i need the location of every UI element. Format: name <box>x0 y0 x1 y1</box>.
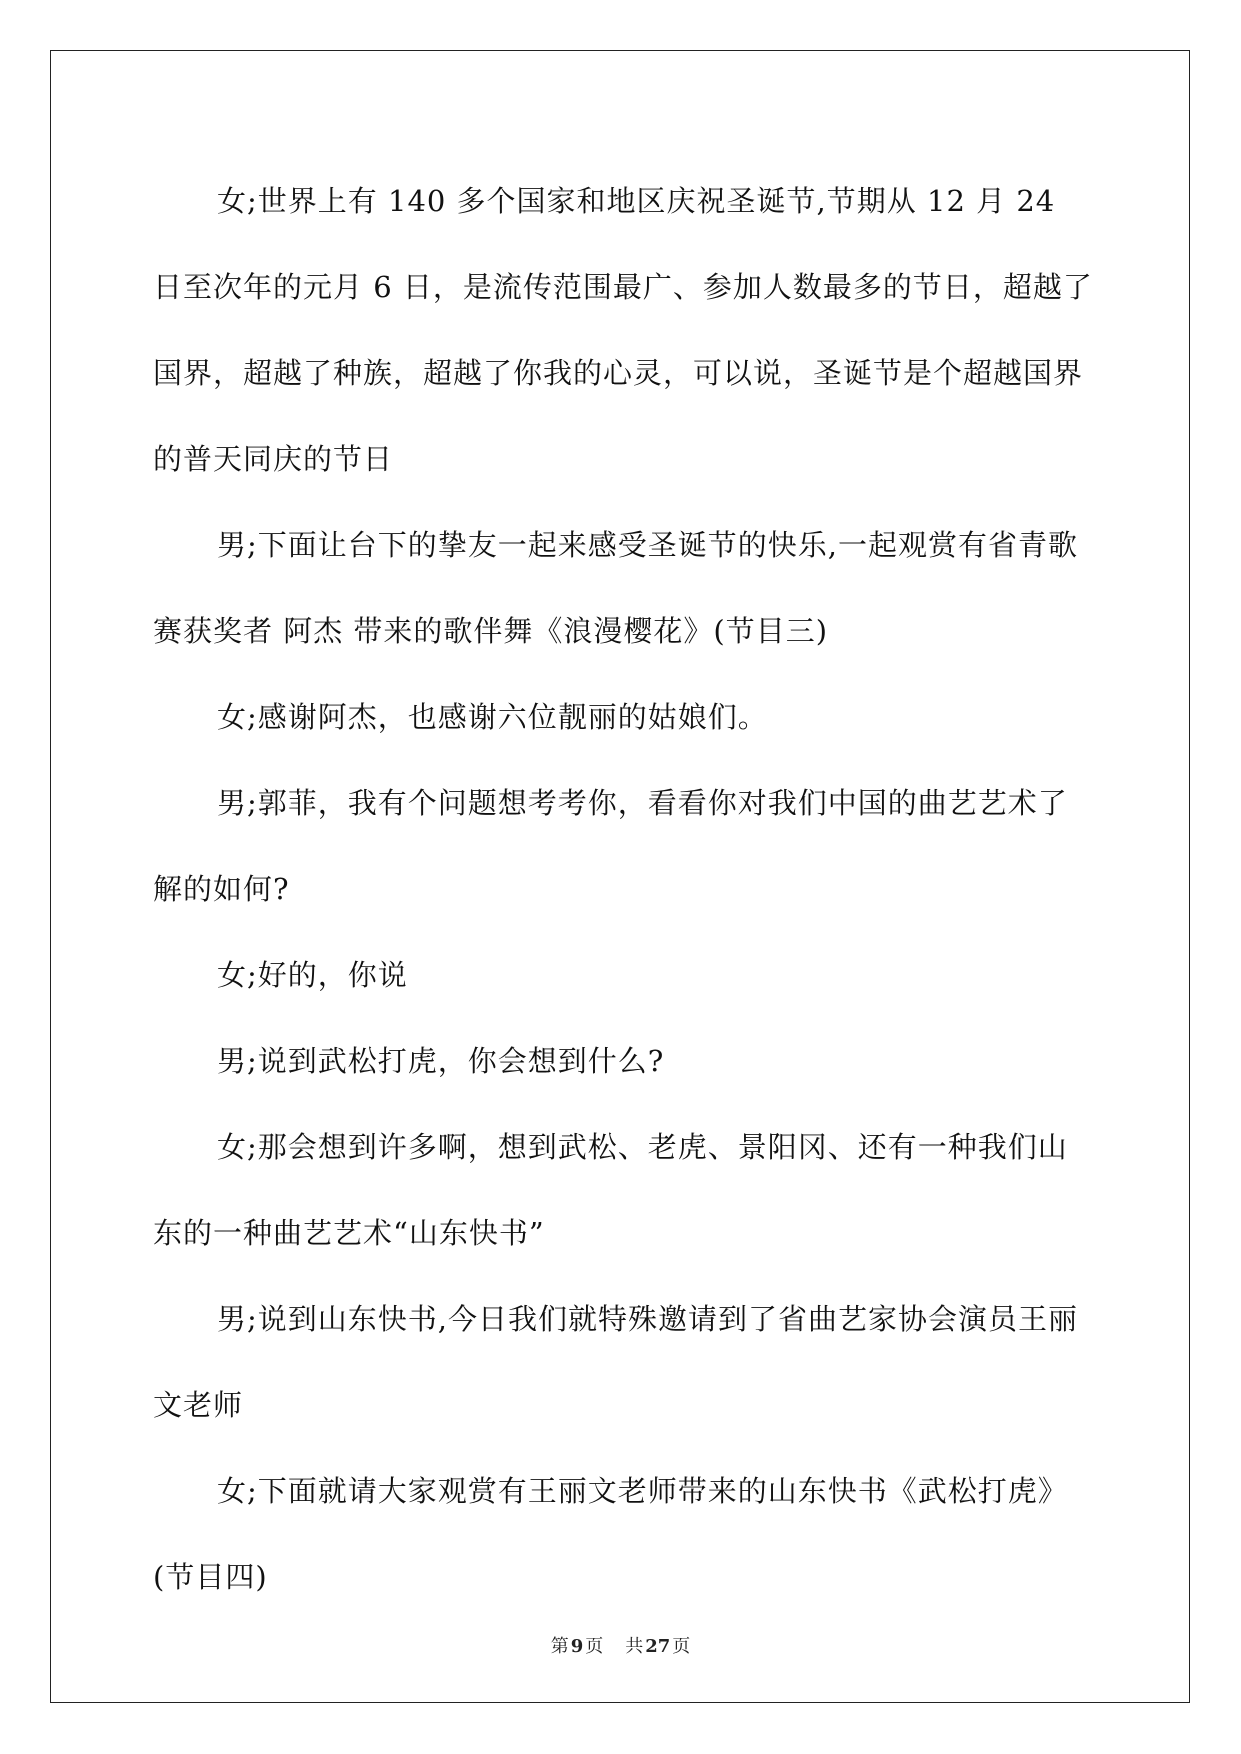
document-body <box>153 158 1093 1620</box>
footer-prefix: 第 <box>550 1636 569 1657</box>
paragraph: 女;感谢阿杰，也感谢六位靓丽的姑娘们。 <box>217 700 768 734</box>
paragraph: 男;郭菲，我有个问题想考考你，看看你对我们中国的曲艺艺术了解的如何? <box>153 786 1068 906</box>
paragraph: 女;下面就请大家观赏有王丽文老师带来的山东快书《武松打虎》(节目四) <box>153 1474 1068 1594</box>
page-footer <box>0 1632 1241 1658</box>
paragraph: 女;好的，你说 <box>217 958 408 992</box>
paragraph: 女;那会想到许多啊，想到武松、老虎、景阳冈、还有一种我们山东的一种曲艺艺术“山东快书” <box>153 1130 1068 1250</box>
footer-page-suffix: 页 <box>585 1636 604 1657</box>
paragraph: 男;说到山东快书,今日我们就特殊邀请到了省曲艺家协会演员王丽文老师 <box>153 1302 1078 1422</box>
total-pages-number: 27 <box>645 1636 671 1657</box>
footer-total-prefix: 共 <box>625 1636 644 1657</box>
paragraph: 男;说到武松打虎，你会想到什么? <box>217 1044 665 1078</box>
paragraph: 女;世界上有 140 多个国家和地区庆祝圣诞节,节期从 12 月 24 日至次年的元月 6 日，是流传范围最广、参加人数最多的节日，超越了国界，超越了种族，超越了你我的心灵，可以说，圣诞节是个超越国界的普天同庆的节日 <box>153 184 1093 476</box>
current-page-number: 9 <box>570 1636 584 1657</box>
paragraph: 男;下面让台下的挚友一起来感受圣诞节的快乐,一起观赏有省青歌赛获奖者 阿杰 带来的歌伴舞《浪漫樱花》(节目三) <box>153 528 1078 648</box>
footer-total-suffix: 页 <box>672 1636 691 1657</box>
